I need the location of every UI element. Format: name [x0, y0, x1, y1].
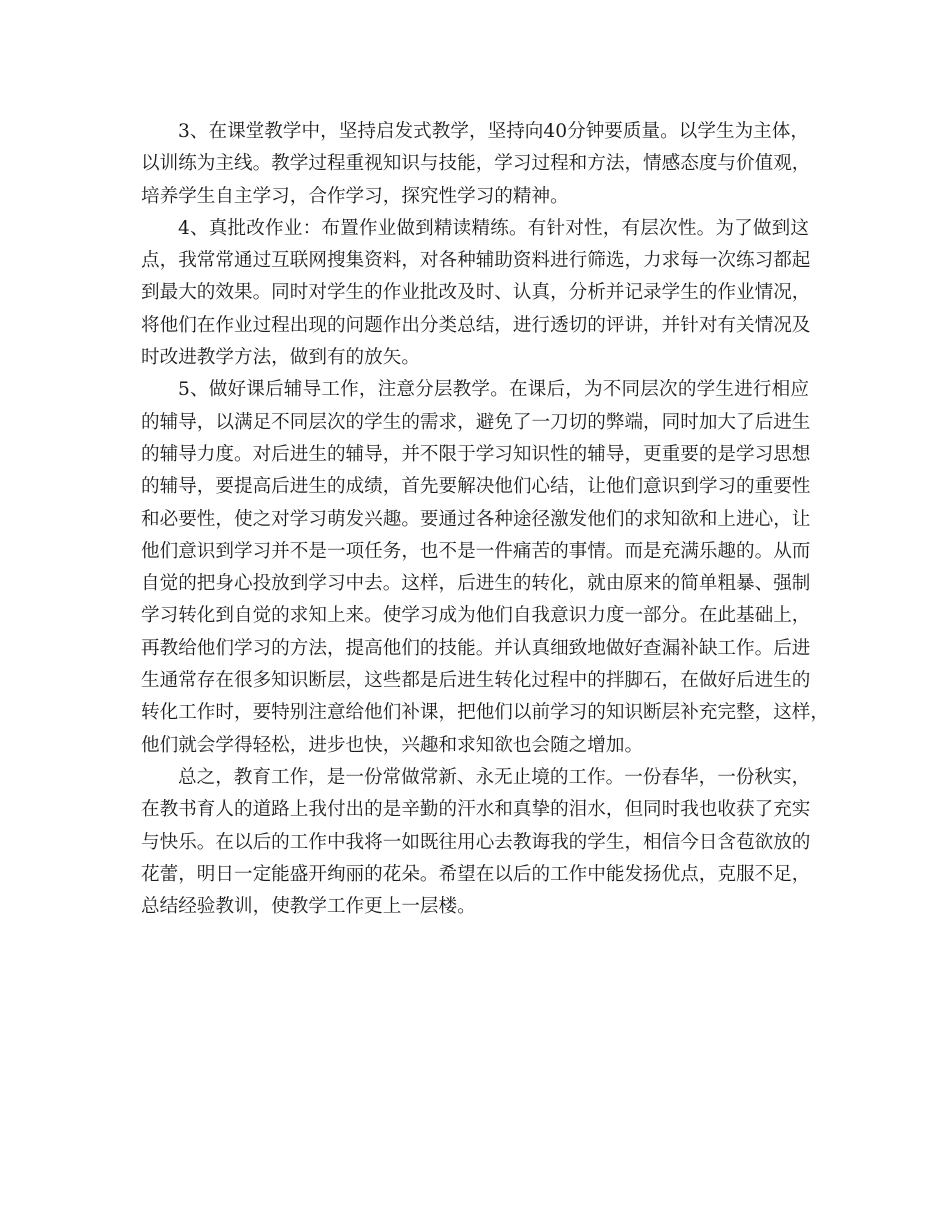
- paragraph-3: [141, 116, 809, 213]
- text-line: 与快乐。在以后的工作中我将一如既往用心去教诲我的学生，相信今日含苞欲放的: [141, 831, 811, 853]
- text-line: 5、做好课后辅导工作，注意分层教学。在课后，为不同层次的学生进行相应: [178, 379, 809, 401]
- text-line: 培养学生自主学习，合作学习，探究性学习的精神。: [141, 185, 569, 207]
- text-line: 自觉的把身心投放到学习中去。这样，后进生的转化，就由原来的简单粗暴、强制: [141, 573, 811, 595]
- paragraph-summary: [141, 762, 809, 923]
- text-line: 的辅导力度。对后进生的辅导，并不限于学习知识性的辅导，更重要的是学习思想: [141, 443, 811, 465]
- text-line: 他们就会学得轻松，进步也快，兴趣和求知欲也会随之增加。: [141, 734, 644, 756]
- document-body: [141, 116, 829, 923]
- text-line: 在教书育人的道路上我付出的是辛勤的汗水和真挚的泪水，但同时我也收获了充实: [141, 799, 811, 821]
- text-line: 4、真批改作业：布置作业做到精读精练。有针对性，有层次性。为了做到这: [178, 217, 809, 239]
- text-line: 和必要性，使之对学习萌发兴趣。要通过各种途径激发他们的求知欲和上进心，让: [141, 508, 811, 530]
- text-line: 到最大的效果。同时对学生的作业批改及时、认真，分析并记录学生的作业情况，: [141, 282, 811, 304]
- text-line: 总结经验教训，使教学工作更上一层楼。: [141, 896, 476, 918]
- text-line: 他们意识到学习并不是一项任务，也不是一件痛苦的事情。而是充满乐趣的。从而: [141, 540, 811, 562]
- text-line: 花蕾，明日一定能盛开绚丽的花朵。希望在以后的工作中能发扬优点，克服不足，: [141, 863, 811, 885]
- text-line: 以训练为主线。教学过程重视知识与技能，学习过程和方法，情感态度与价值观，: [141, 153, 811, 175]
- text-line: 时改进教学方法，做到有的放矢。: [141, 347, 420, 369]
- text-line: 总之，教育工作，是一份常做常新、永无止境的工作。一份春华，一份秋实，: [178, 766, 811, 788]
- paragraph-5: [141, 374, 829, 762]
- text-line: 点，我常常通过互联网搜集资料，对各种辅助资料进行筛选，力求每一次练习都起: [141, 250, 811, 272]
- text-line: 转化工作时，要特别注意给他们补课，把他们以前学习的知识断层补充完整，这样，: [141, 702, 829, 724]
- text-line: 的辅导，要提高后进生的成绩，首先要解决他们心结，让他们意识到学习的重要性: [141, 476, 811, 498]
- text-line: 将他们在作业过程出现的问题作出分类总结，进行透切的评讲，并针对有关情况及: [141, 314, 811, 336]
- text-line: 生通常存在很多知识断层，这些都是后进生转化过程中的拌脚石，在做好后进生的: [141, 670, 811, 692]
- text-line: 3、在课堂教学中，坚持启发式教学，坚持向40分钟要质量。以学生为主体，: [178, 121, 809, 142]
- text-line: 学习转化到自觉的求知上来。使学习成为他们自我意识力度一部分。在此基础上，: [141, 605, 811, 627]
- paragraph-4: [141, 213, 809, 374]
- text-line: 再教给他们学习的方法，提高他们的技能。并认真细致地做好查漏补缺工作。后进: [141, 637, 811, 659]
- text-line: 的辅导，以满足不同层次的学生的需求，避免了一刀切的弊端，同时加大了后进生: [141, 411, 811, 433]
